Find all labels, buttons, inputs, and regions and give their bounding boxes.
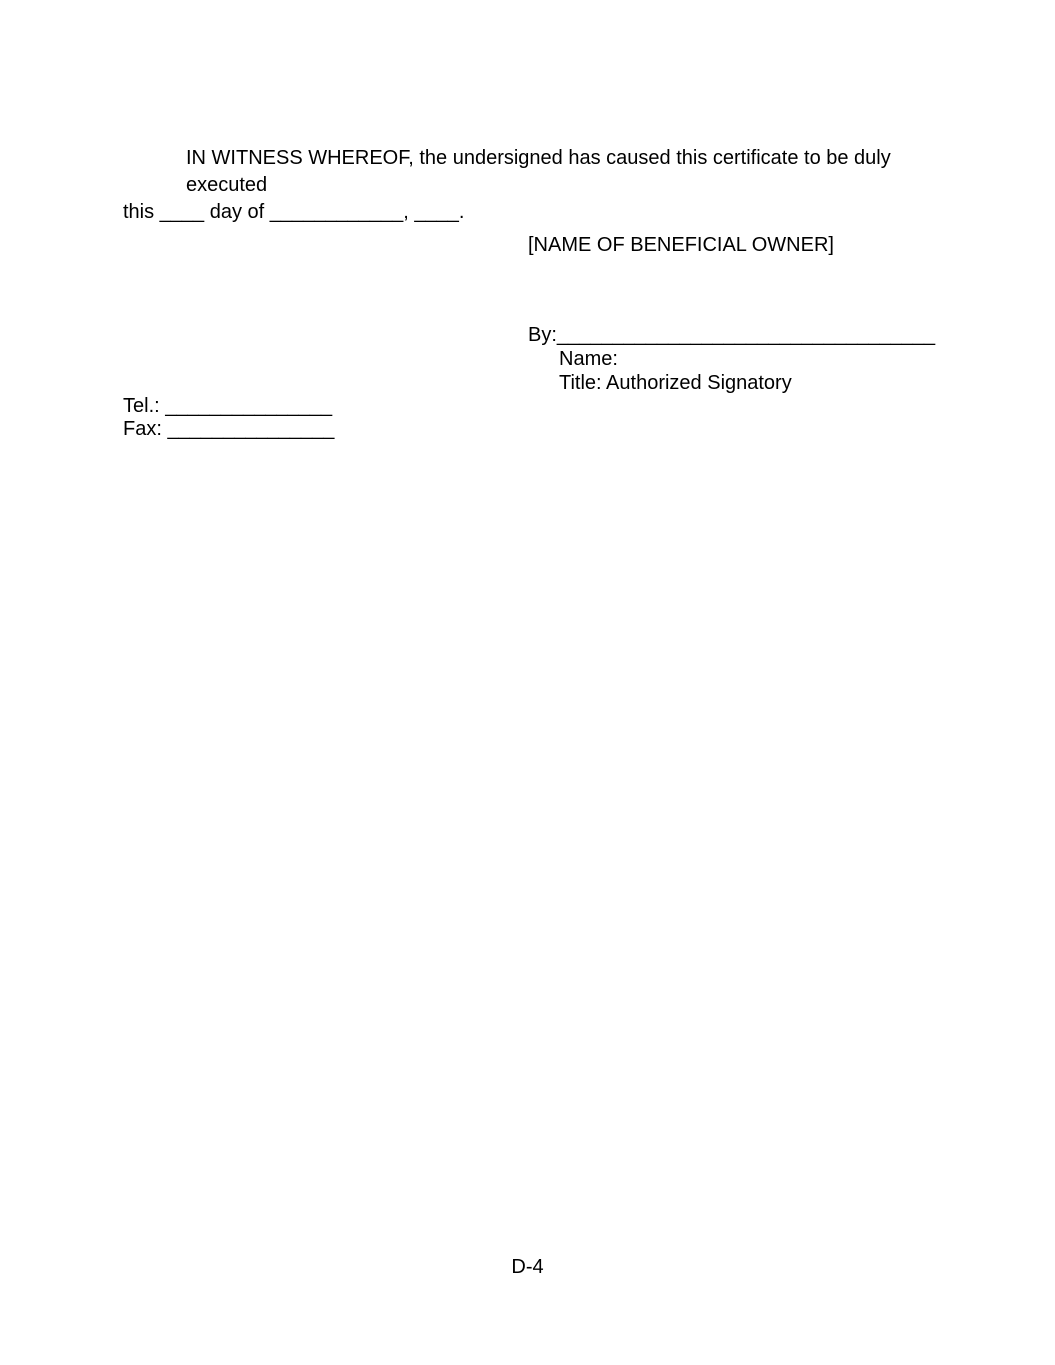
page-number: D-4 bbox=[511, 1256, 544, 1278]
tel-label: Tel.: bbox=[123, 395, 160, 417]
beneficial-owner-heading: [NAME OF BENEFICIAL OWNER] bbox=[528, 234, 834, 256]
signature-by-row bbox=[528, 323, 935, 347]
fax-row bbox=[123, 418, 334, 441]
by-label: By: bbox=[528, 324, 557, 346]
witness-paragraph bbox=[123, 145, 943, 226]
tel-row bbox=[123, 395, 334, 418]
contact-block bbox=[123, 395, 334, 441]
signature-title-row: Title: Authorized Signatory bbox=[559, 372, 792, 394]
signature-name-row: Name: bbox=[559, 348, 618, 370]
fax-label: Fax: bbox=[123, 418, 162, 440]
witness-paragraph-line-1: IN WITNESS WHEREOF, the undersigned has caused this certificate to be duly executed bbox=[186, 147, 891, 196]
signature-block bbox=[528, 323, 935, 395]
by-signature-blank: __________________________________ bbox=[556, 324, 936, 346]
witness-paragraph-line-2: this ____ day of ____________, ____. bbox=[123, 201, 465, 223]
tel-blank: _______________ bbox=[165, 395, 333, 417]
fax-blank: _______________ bbox=[167, 418, 335, 440]
